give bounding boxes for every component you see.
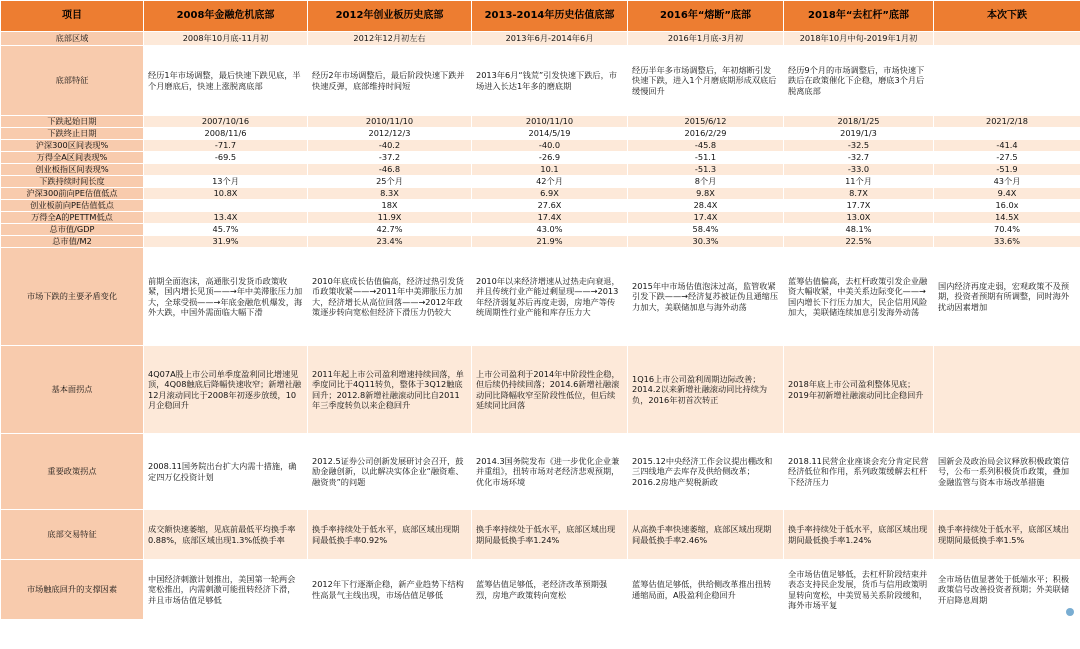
table-row bbox=[1, 32, 1080, 46]
table-cell: 33.6% bbox=[934, 236, 1080, 248]
table-cell: 30.3% bbox=[628, 236, 784, 248]
table-row bbox=[1, 248, 1080, 346]
row-label: 市场下跌的主要矛盾变化 bbox=[1, 248, 144, 346]
table-cell: 蓝筹估值足够低，老经济改革预期强烈，房地产政策转向宽松 bbox=[472, 560, 628, 620]
row-label: 创业板指区间表现% bbox=[1, 164, 144, 176]
table-cell: 2013年6月“钱荒”引发快速下跌后，市场进入长达1年多的磨底期 bbox=[472, 46, 628, 116]
table-cell: 23.4% bbox=[308, 236, 472, 248]
table-cell: 经历9个月的市场调整后，市场快速下跌后在政策催化下企稳，磨底3个月后脱离底部 bbox=[784, 46, 934, 116]
table-row bbox=[1, 188, 1080, 200]
table-cell: 国新会及政治局会议释放积极政策信号，公布一系列积极货币政策，叠加金融监管与资本市场改革措施 bbox=[934, 434, 1080, 510]
table-cell: 2012.5证券公司创新发展研讨会召开，鼓励金融创新，以此解决实体企业“融资难、融资贵”的问题 bbox=[308, 434, 472, 510]
table-cell: 13.4X bbox=[144, 212, 308, 224]
table-cell: 2012/12/3 bbox=[308, 128, 472, 140]
table-cell: -27.5 bbox=[934, 152, 1080, 164]
table-cell: -37.2 bbox=[308, 152, 472, 164]
table-cell: 2018年10月中旬-2019年1月初 bbox=[784, 32, 934, 46]
table-cell: 2007/10/16 bbox=[144, 116, 308, 128]
table-cell: 2008年10月底-11月初 bbox=[144, 32, 308, 46]
table-cell: -26.9 bbox=[472, 152, 628, 164]
table-cell: -51.1 bbox=[628, 152, 784, 164]
header-2013-2014: 2013-2014年历史估值底部 bbox=[472, 1, 628, 32]
row-label: 基本面拐点 bbox=[1, 346, 144, 434]
table-cell: 25个月 bbox=[308, 176, 472, 188]
table-cell: 换手率持续处于低水平，底部区域出现期间最低换手率1.5% bbox=[934, 510, 1080, 560]
row-label: 下跌起始日期 bbox=[1, 116, 144, 128]
table-cell: 经历1年市场调整，最后快速下跌见底，半个月磨底后，快速上涨脱离底部 bbox=[144, 46, 308, 116]
table-cell: 43个月 bbox=[934, 176, 1080, 188]
table-cell: -51.9 bbox=[934, 164, 1080, 176]
table-cell: 42个月 bbox=[472, 176, 628, 188]
row-label: 底部特征 bbox=[1, 46, 144, 116]
table-cell: 2016/2/29 bbox=[628, 128, 784, 140]
table-row bbox=[1, 46, 1080, 116]
table-cell: -46.8 bbox=[308, 164, 472, 176]
table-cell: 17.4X bbox=[472, 212, 628, 224]
table-cell: 27.6X bbox=[472, 200, 628, 212]
table-cell: 从高换手率快速萎缩，底部区域出现期间最低换手率2.46% bbox=[628, 510, 784, 560]
table-cell: -51.3 bbox=[628, 164, 784, 176]
table-cell: 2008/11/6 bbox=[144, 128, 308, 140]
table-cell: 2012年12月初左右 bbox=[308, 32, 472, 46]
row-label: 下跌终止日期 bbox=[1, 128, 144, 140]
table-cell: 4Q07A股上市公司单季度盈利同比增速见顶，4Q08触底后降幅快速收窄；新增社融12月滚动同比于2008年初逐步放缓，10月企稳回升 bbox=[144, 346, 308, 434]
table-cell: 11.9X bbox=[308, 212, 472, 224]
table-cell: -69.5 bbox=[144, 152, 308, 164]
table-cell: 1Q16上市公司盈利周期边际改善；2014.2以来新增社融滚动同比持续为负，2016年初首次转正 bbox=[628, 346, 784, 434]
header-row bbox=[1, 1, 1080, 32]
table-cell: 21.9% bbox=[472, 236, 628, 248]
table-cell: 58.4% bbox=[628, 224, 784, 236]
table-cell: 8.3X bbox=[308, 188, 472, 200]
table-cell: 31.9% bbox=[144, 236, 308, 248]
table-cell: -45.8 bbox=[628, 140, 784, 152]
table-row bbox=[1, 164, 1080, 176]
table-cell: 经历2年市场调整后，最后阶段快速下跌并快速反弹，底部维持时间短 bbox=[308, 46, 472, 116]
table-cell: 中国经济刺激计划推出，美国第一轮两会宽松推出，内需刺激可能扭转经济下滑，并且市场估值足够低 bbox=[144, 560, 308, 620]
table-cell: 2013年6月-2014年6月 bbox=[472, 32, 628, 46]
table-cell: 13.0X bbox=[784, 212, 934, 224]
table-cell: 2018/1/25 bbox=[784, 116, 934, 128]
row-label: 万得全A区间表现% bbox=[1, 152, 144, 164]
table-row bbox=[1, 236, 1080, 248]
table-cell: 22.5% bbox=[784, 236, 934, 248]
table-cell: 国内经济再度走弱，宏观政策不及预期，投资者预期有所调整，同时海外扰动因素增加 bbox=[934, 248, 1080, 346]
table-cell: 8个月 bbox=[628, 176, 784, 188]
table-cell: 11个月 bbox=[784, 176, 934, 188]
table-cell: 全市场估值显著处于低端水平；积极政策信号改善投资者预期；外美联储开启降息周期 bbox=[934, 560, 1080, 620]
table-cell: 2008.11国务院出台扩大内需十措施，确定四万亿投资计划 bbox=[144, 434, 308, 510]
table-cell bbox=[934, 46, 1080, 116]
table-cell bbox=[144, 200, 308, 212]
row-label: 下跌持续时间长度 bbox=[1, 176, 144, 188]
header-current: 本次下跌 bbox=[934, 1, 1080, 32]
table-cell: 全市场估值足够低，去杠杆阶段结束并表态支持民企发展，货币与信用政策明显转向宽松，中美贸易关系阶段缓和，海外市场平复 bbox=[784, 560, 934, 620]
header-2008: 2008年金融危机底部 bbox=[144, 1, 308, 32]
table-cell: 42.7% bbox=[308, 224, 472, 236]
row-label: 底部交易特征 bbox=[1, 510, 144, 560]
table-cell bbox=[934, 128, 1080, 140]
table-cell: -40.0 bbox=[472, 140, 628, 152]
table-cell: 2018.11民营企业座谈会充分肯定民营经济低位和作用，系列政策缓解去杠杆下经济压力 bbox=[784, 434, 934, 510]
table-cell: 2015年中市场估值泡沫过高，监管收紧引发下跌——→经济复苏被证伪且通缩压力加大，美联储加息与海外动荡 bbox=[628, 248, 784, 346]
table-cell: 9.8X bbox=[628, 188, 784, 200]
table-row bbox=[1, 116, 1080, 128]
table-cell: 2010年底成长估值偏高，经济过热引发货币政策收紧——→2011年中美滞胀压力加大，经济增长从高位回落——→2012年政策逐步转向宽松但经济下滑压力仍较大 bbox=[308, 248, 472, 346]
table-cell: -33.0 bbox=[784, 164, 934, 176]
table-cell: 18X bbox=[308, 200, 472, 212]
table-cell: 2014/5/19 bbox=[472, 128, 628, 140]
table-row bbox=[1, 128, 1080, 140]
row-label: 市场触底回升的支撑因素 bbox=[1, 560, 144, 620]
table-cell: 2010/11/10 bbox=[472, 116, 628, 128]
table-cell: 换手率持续处于低水平，底部区域出现期间最低换手率1.24% bbox=[784, 510, 934, 560]
table-cell: 2021/2/18 bbox=[934, 116, 1080, 128]
table-cell: 上市公司盈利于2014年中阶段性企稳，但后续仍持续回落；2014.6新增社融滚动同比降幅收窄至阶段性低位，但后续延续同比回落 bbox=[472, 346, 628, 434]
table-cell: 10.1 bbox=[472, 164, 628, 176]
table-cell: 70.4% bbox=[934, 224, 1080, 236]
row-label: 总市值/M2 bbox=[1, 236, 144, 248]
header-2016: 2016年“熔断”底部 bbox=[628, 1, 784, 32]
table-cell: 2014.3国务院发布《进一步优化企业兼并重组》，扭转市场对老经济悲观预期，优化市场环境 bbox=[472, 434, 628, 510]
table-cell: 前期全面泡沫，高通胀引发货币政策收紧，国内增长见顶——→年中美滞胀压力加大，全球受损——→年底金融危机爆发，海外大跌，中国外需面临大幅下滑 bbox=[144, 248, 308, 346]
row-label: 底部区域 bbox=[1, 32, 144, 46]
table-row bbox=[1, 224, 1080, 236]
table-row bbox=[1, 212, 1080, 224]
table-row bbox=[1, 346, 1080, 434]
table-cell bbox=[144, 164, 308, 176]
table-cell: 9.4X bbox=[934, 188, 1080, 200]
row-label: 沪深300区间表现% bbox=[1, 140, 144, 152]
table-row bbox=[1, 176, 1080, 188]
table-cell: 换手率持续处于低水平，底部区域出现期间最低换手率1.24% bbox=[472, 510, 628, 560]
table-cell bbox=[934, 346, 1080, 434]
table-row bbox=[1, 560, 1080, 620]
table-cell: 13个月 bbox=[144, 176, 308, 188]
table-cell: 2010/11/10 bbox=[308, 116, 472, 128]
header-2018: 2018年“去杠杆”底部 bbox=[784, 1, 934, 32]
table-cell: -32.5 bbox=[784, 140, 934, 152]
table-cell: 8.7X bbox=[784, 188, 934, 200]
table-cell: 6.9X bbox=[472, 188, 628, 200]
table-row bbox=[1, 434, 1080, 510]
table-cell: 蓝筹估值偏高，去杠杆政策引发企业融资大幅收紧，中美关系边际变化——→国内增长下行压力加大，民企信用风险加大，美联储连续加息引发海外动荡 bbox=[784, 248, 934, 346]
row-label: 万得全A的PETTM低点 bbox=[1, 212, 144, 224]
header-2012: 2012年创业板历史底部 bbox=[308, 1, 472, 32]
table-cell: 17.7X bbox=[784, 200, 934, 212]
table-cell: 17.4X bbox=[628, 212, 784, 224]
table-row bbox=[1, 140, 1080, 152]
table-cell: 经历半年多市场调整后，年初熔断引发快速下跌，进入1个月磨底期形成双底后缓慢回升 bbox=[628, 46, 784, 116]
corner-marker-dot bbox=[1066, 608, 1074, 616]
table-cell: 43.0% bbox=[472, 224, 628, 236]
table-cell: 16.0x bbox=[934, 200, 1080, 212]
table-cell: 45.7% bbox=[144, 224, 308, 236]
table-row bbox=[1, 510, 1080, 560]
table-cell: -32.7 bbox=[784, 152, 934, 164]
table-cell: -71.7 bbox=[144, 140, 308, 152]
header-item: 项目 bbox=[1, 1, 144, 32]
table-cell: 2012年下行逐渐企稳，新产业趋势下结构性高景气主线出现，市场估值足够低 bbox=[308, 560, 472, 620]
table-row bbox=[1, 200, 1080, 212]
table-cell: -41.4 bbox=[934, 140, 1080, 152]
table-cell: 2019/1/3 bbox=[784, 128, 934, 140]
table-cell: 2010年以来经济增速从过热走向衰退，并且传统行业产能过剩显现——→2013年经济弱复苏后再度走弱，房地产等传统周期性行业产能和库存压力大 bbox=[472, 248, 628, 346]
row-label: 重要政策拐点 bbox=[1, 434, 144, 510]
table-cell: 2016年1月底-3月初 bbox=[628, 32, 784, 46]
table-cell: 10.8X bbox=[144, 188, 308, 200]
table-cell: 2011年起上市公司盈利增速持续回落，单季度同比于4Q11转负，整体于3Q12触底回升；2012.8新增社融滚动同比自2011年三季度转负以来企稳回升 bbox=[308, 346, 472, 434]
row-label: 总市值/GDP bbox=[1, 224, 144, 236]
table-cell: 2015.12中央经济工作会议提出棚改和三四线地产去库存及供给侧改革；2016.2房地产契税新政 bbox=[628, 434, 784, 510]
table-cell: 2015/6/12 bbox=[628, 116, 784, 128]
table-row bbox=[1, 152, 1080, 164]
row-label: 沪深300前向PE估值低点 bbox=[1, 188, 144, 200]
table-cell: 28.4X bbox=[628, 200, 784, 212]
row-label: 创业板前向PE估值低点 bbox=[1, 200, 144, 212]
table-cell: 蓝筹估值足够低，供给侧改革推出扭转通缩局面，A股盈利企稳回升 bbox=[628, 560, 784, 620]
table-cell bbox=[934, 32, 1080, 46]
table-cell: -40.2 bbox=[308, 140, 472, 152]
table-cell: 48.1% bbox=[784, 224, 934, 236]
table-cell: 2018年底上市公司盈利整体见底；2019年初新增社融滚动同比企稳回升 bbox=[784, 346, 934, 434]
table-cell: 换手率持续处于低水平，底部区域出现期间最低换手率0.92% bbox=[308, 510, 472, 560]
table-cell: 成交额快速萎缩，见底前最低平均换手率0.88%，底部区域出现1.3%低换手率 bbox=[144, 510, 308, 560]
table-cell: 14.5X bbox=[934, 212, 1080, 224]
